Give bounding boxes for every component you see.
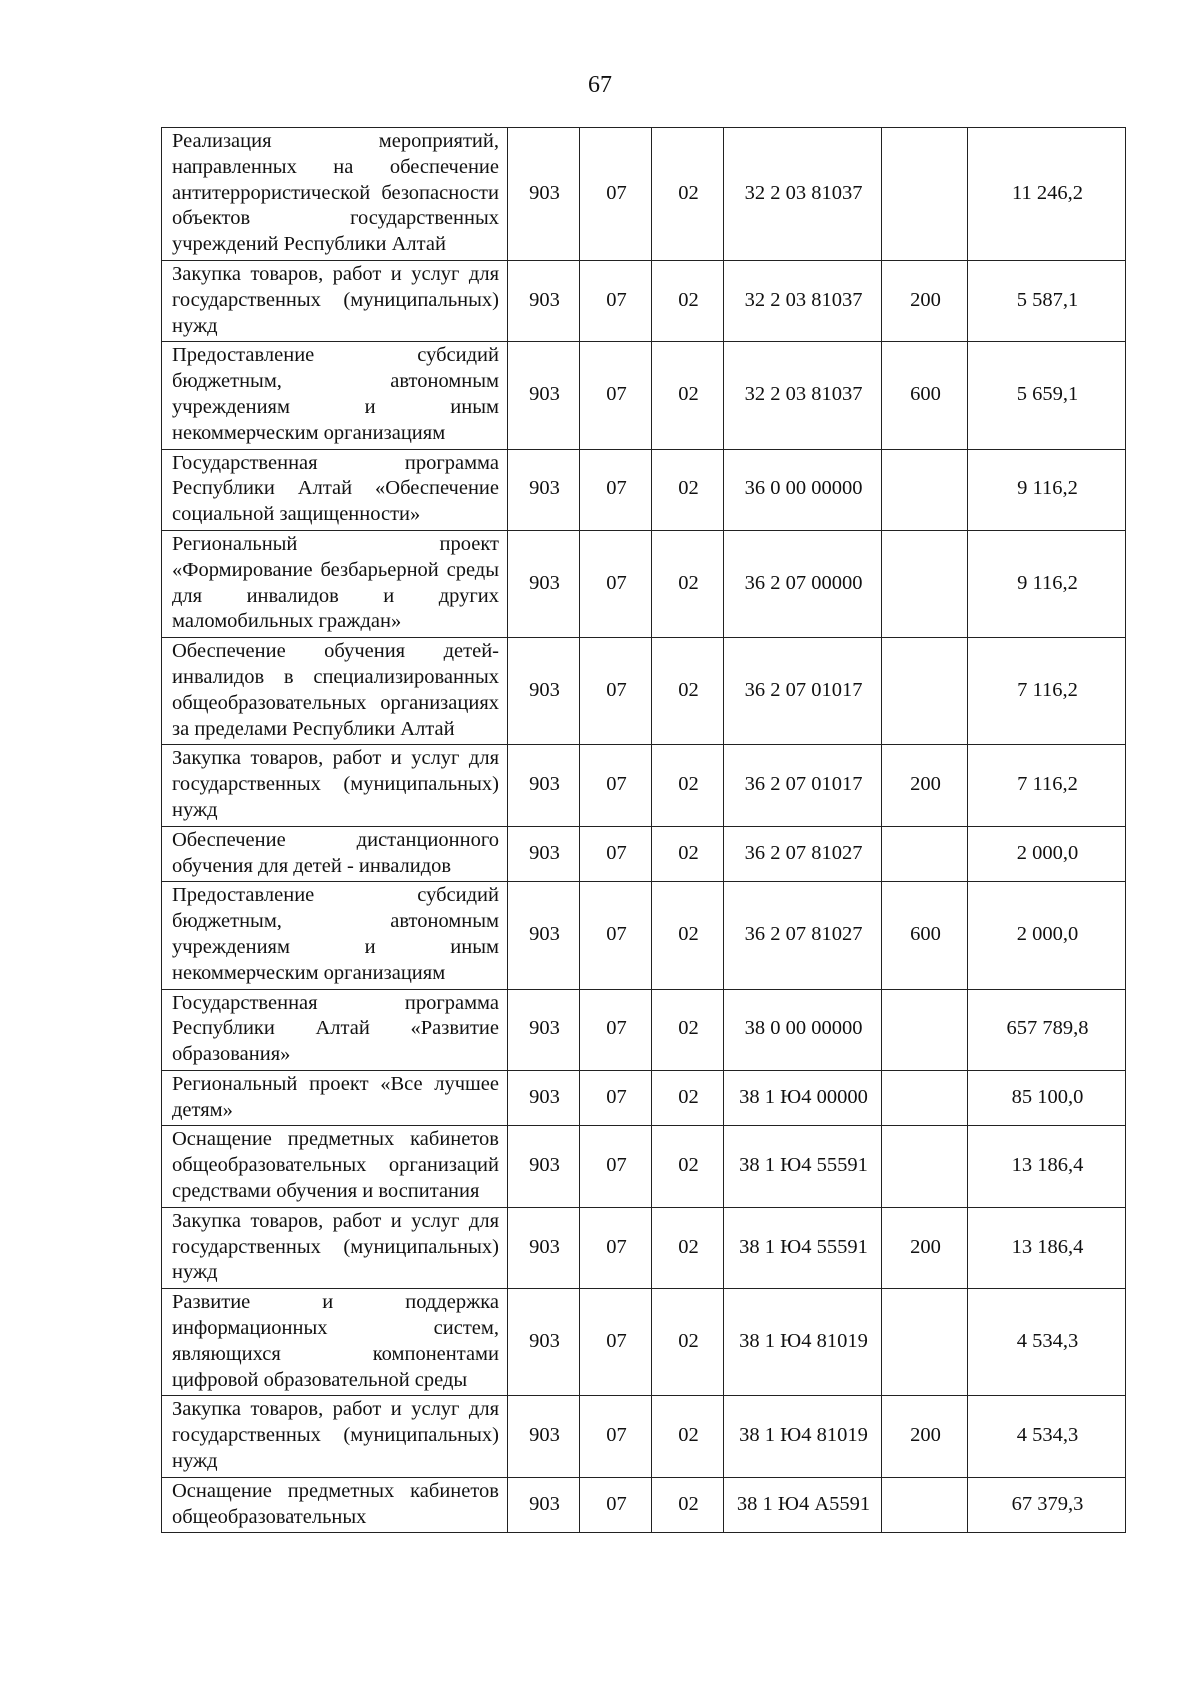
cell-target-article-code: 36 0 00 00000 (724, 449, 882, 530)
budget-table-body (162, 128, 1126, 1533)
cell-subsection-code: 02 (652, 826, 724, 882)
cell-expense-type-code (882, 128, 968, 261)
table-row (162, 1070, 1126, 1126)
cell-subsection-code: 02 (652, 882, 724, 989)
cell-target-article-code: 38 1 Ю4 55591 (724, 1126, 882, 1207)
page-number: 67 (588, 72, 612, 98)
cell-description: Реализация мероприятий, направленных на обеспечение антитеррористической безопасности объектов государственных учреждений Республики Алтай (162, 128, 508, 261)
cell-section-code: 07 (580, 745, 652, 826)
cell-description: Предоставление субсидий бюджетным, автономным учреждениям и иным некоммерческим организациям (162, 342, 508, 449)
cell-description: Предоставление субсидий бюджетным, автономным учреждениям и иным некоммерческим организациям (162, 882, 508, 989)
table-row (162, 638, 1126, 745)
cell-description: Региональный проект «Все лучшее детям» (162, 1070, 508, 1126)
cell-expense-type-code (882, 1070, 968, 1126)
cell-amount: 657 789,8 (968, 989, 1126, 1070)
table-row (162, 530, 1126, 637)
cell-subsection-code: 02 (652, 638, 724, 745)
table-row (162, 882, 1126, 989)
cell-target-article-code: 36 2 07 81027 (724, 882, 882, 989)
cell-ministry-code: 903 (508, 530, 580, 637)
cell-description: Государственная программа Республики Алтай «Обеспечение социальной защищенности» (162, 449, 508, 530)
cell-section-code: 07 (580, 882, 652, 989)
table-row (162, 342, 1126, 449)
cell-description: Обеспечение дистанционного обучения для детей - инвалидов (162, 826, 508, 882)
cell-section-code: 07 (580, 1207, 652, 1288)
cell-target-article-code: 36 2 07 01017 (724, 638, 882, 745)
cell-description: Закупка товаров, работ и услуг для государственных (муниципальных) нужд (162, 260, 508, 341)
cell-section-code: 07 (580, 1396, 652, 1477)
table-row (162, 745, 1126, 826)
cell-amount: 9 116,2 (968, 449, 1126, 530)
cell-target-article-code: 38 1 Ю4 00000 (724, 1070, 882, 1126)
cell-amount: 13 186,4 (968, 1207, 1126, 1288)
cell-subsection-code: 02 (652, 260, 724, 341)
cell-amount: 7 116,2 (968, 638, 1126, 745)
cell-expense-type-code: 200 (882, 260, 968, 341)
cell-target-article-code: 32 2 03 81037 (724, 260, 882, 341)
table-row (162, 989, 1126, 1070)
cell-expense-type-code: 200 (882, 745, 968, 826)
cell-ministry-code: 903 (508, 1070, 580, 1126)
cell-expense-type-code (882, 638, 968, 745)
cell-subsection-code: 02 (652, 1289, 724, 1396)
cell-amount: 5 659,1 (968, 342, 1126, 449)
cell-expense-type-code (882, 1126, 968, 1207)
cell-subsection-code: 02 (652, 1207, 724, 1288)
cell-target-article-code: 32 2 03 81037 (724, 128, 882, 261)
cell-section-code: 07 (580, 638, 652, 745)
cell-expense-type-code (882, 826, 968, 882)
cell-description: Обеспечение обучения детей-инвалидов в специализированных общеобразовательных организациях за пределами Республики Алтай (162, 638, 508, 745)
cell-ministry-code: 903 (508, 1207, 580, 1288)
cell-section-code: 07 (580, 260, 652, 341)
cell-amount: 4 534,3 (968, 1289, 1126, 1396)
cell-section-code: 07 (580, 989, 652, 1070)
cell-description: Региональный проект «Формирование безбарьерной среды для инвалидов и других маломобильных граждан» (162, 530, 508, 637)
cell-section-code: 07 (580, 1126, 652, 1207)
cell-description: Развитие и поддержка информационных систем, являющихся компонентами цифровой образовательной среды (162, 1289, 508, 1396)
cell-subsection-code: 02 (652, 1126, 724, 1207)
table-row (162, 1207, 1126, 1288)
table-row (162, 826, 1126, 882)
cell-expense-type-code: 600 (882, 882, 968, 989)
cell-ministry-code: 903 (508, 1396, 580, 1477)
cell-ministry-code: 903 (508, 1126, 580, 1207)
cell-expense-type-code (882, 530, 968, 637)
cell-subsection-code: 02 (652, 342, 724, 449)
cell-expense-type-code: 200 (882, 1207, 968, 1288)
table-row (162, 1289, 1126, 1396)
cell-expense-type-code: 600 (882, 342, 968, 449)
cell-target-article-code: 38 1 Ю4 55591 (724, 1207, 882, 1288)
cell-amount: 9 116,2 (968, 530, 1126, 637)
cell-amount: 85 100,0 (968, 1070, 1126, 1126)
cell-expense-type-code (882, 1477, 968, 1533)
budget-table (161, 127, 1126, 1533)
cell-subsection-code: 02 (652, 1477, 724, 1533)
cell-subsection-code: 02 (652, 745, 724, 826)
cell-subsection-code: 02 (652, 128, 724, 261)
cell-target-article-code: 32 2 03 81037 (724, 342, 882, 449)
cell-ministry-code: 903 (508, 128, 580, 261)
cell-ministry-code: 903 (508, 638, 580, 745)
cell-ministry-code: 903 (508, 1289, 580, 1396)
cell-description: Оснащение предметных кабинетов общеобразовательных организаций средствами обучения и воспитания (162, 1126, 508, 1207)
cell-subsection-code: 02 (652, 530, 724, 637)
cell-description: Оснащение предметных кабинетов общеобразовательных (162, 1477, 508, 1533)
cell-expense-type-code (882, 989, 968, 1070)
cell-amount: 4 534,3 (968, 1396, 1126, 1477)
cell-ministry-code: 903 (508, 1477, 580, 1533)
cell-amount: 5 587,1 (968, 260, 1126, 341)
cell-amount: 11 246,2 (968, 128, 1126, 261)
table-row (162, 1477, 1126, 1533)
cell-description: Закупка товаров, работ и услуг для государственных (муниципальных) нужд (162, 1207, 508, 1288)
cell-ministry-code: 903 (508, 342, 580, 449)
cell-amount: 13 186,4 (968, 1126, 1126, 1207)
cell-target-article-code: 38 1 Ю4 81019 (724, 1289, 882, 1396)
cell-amount: 7 116,2 (968, 745, 1126, 826)
cell-ministry-code: 903 (508, 449, 580, 530)
cell-section-code: 07 (580, 1289, 652, 1396)
cell-ministry-code: 903 (508, 260, 580, 341)
cell-target-article-code: 38 1 Ю4 81019 (724, 1396, 882, 1477)
table-row (162, 260, 1126, 341)
table-row (162, 1396, 1126, 1477)
cell-description: Закупка товаров, работ и услуг для государственных (муниципальных) нужд (162, 745, 508, 826)
table-row (162, 128, 1126, 261)
cell-subsection-code: 02 (652, 1070, 724, 1126)
cell-ministry-code: 903 (508, 745, 580, 826)
table-row (162, 1126, 1126, 1207)
cell-section-code: 07 (580, 826, 652, 882)
cell-section-code: 07 (580, 1070, 652, 1126)
table-row (162, 449, 1126, 530)
cell-amount: 67 379,3 (968, 1477, 1126, 1533)
cell-subsection-code: 02 (652, 1396, 724, 1477)
cell-description: Закупка товаров, работ и услуг для государственных (муниципальных) нужд (162, 1396, 508, 1477)
cell-subsection-code: 02 (652, 449, 724, 530)
cell-target-article-code: 36 2 07 00000 (724, 530, 882, 637)
cell-amount: 2 000,0 (968, 882, 1126, 989)
cell-ministry-code: 903 (508, 882, 580, 989)
cell-expense-type-code (882, 1289, 968, 1396)
cell-section-code: 07 (580, 342, 652, 449)
cell-ministry-code: 903 (508, 826, 580, 882)
cell-expense-type-code: 200 (882, 1396, 968, 1477)
cell-amount: 2 000,0 (968, 826, 1126, 882)
cell-expense-type-code (882, 449, 968, 530)
cell-ministry-code: 903 (508, 989, 580, 1070)
cell-section-code: 07 (580, 449, 652, 530)
cell-target-article-code: 38 0 00 00000 (724, 989, 882, 1070)
cell-section-code: 07 (580, 530, 652, 637)
cell-target-article-code: 36 2 07 01017 (724, 745, 882, 826)
cell-target-article-code: 36 2 07 81027 (724, 826, 882, 882)
cell-section-code: 07 (580, 128, 652, 261)
cell-section-code: 07 (580, 1477, 652, 1533)
cell-subsection-code: 02 (652, 989, 724, 1070)
cell-description: Государственная программа Республики Алтай «Развитие образования» (162, 989, 508, 1070)
cell-target-article-code: 38 1 Ю4 А5591 (724, 1477, 882, 1533)
